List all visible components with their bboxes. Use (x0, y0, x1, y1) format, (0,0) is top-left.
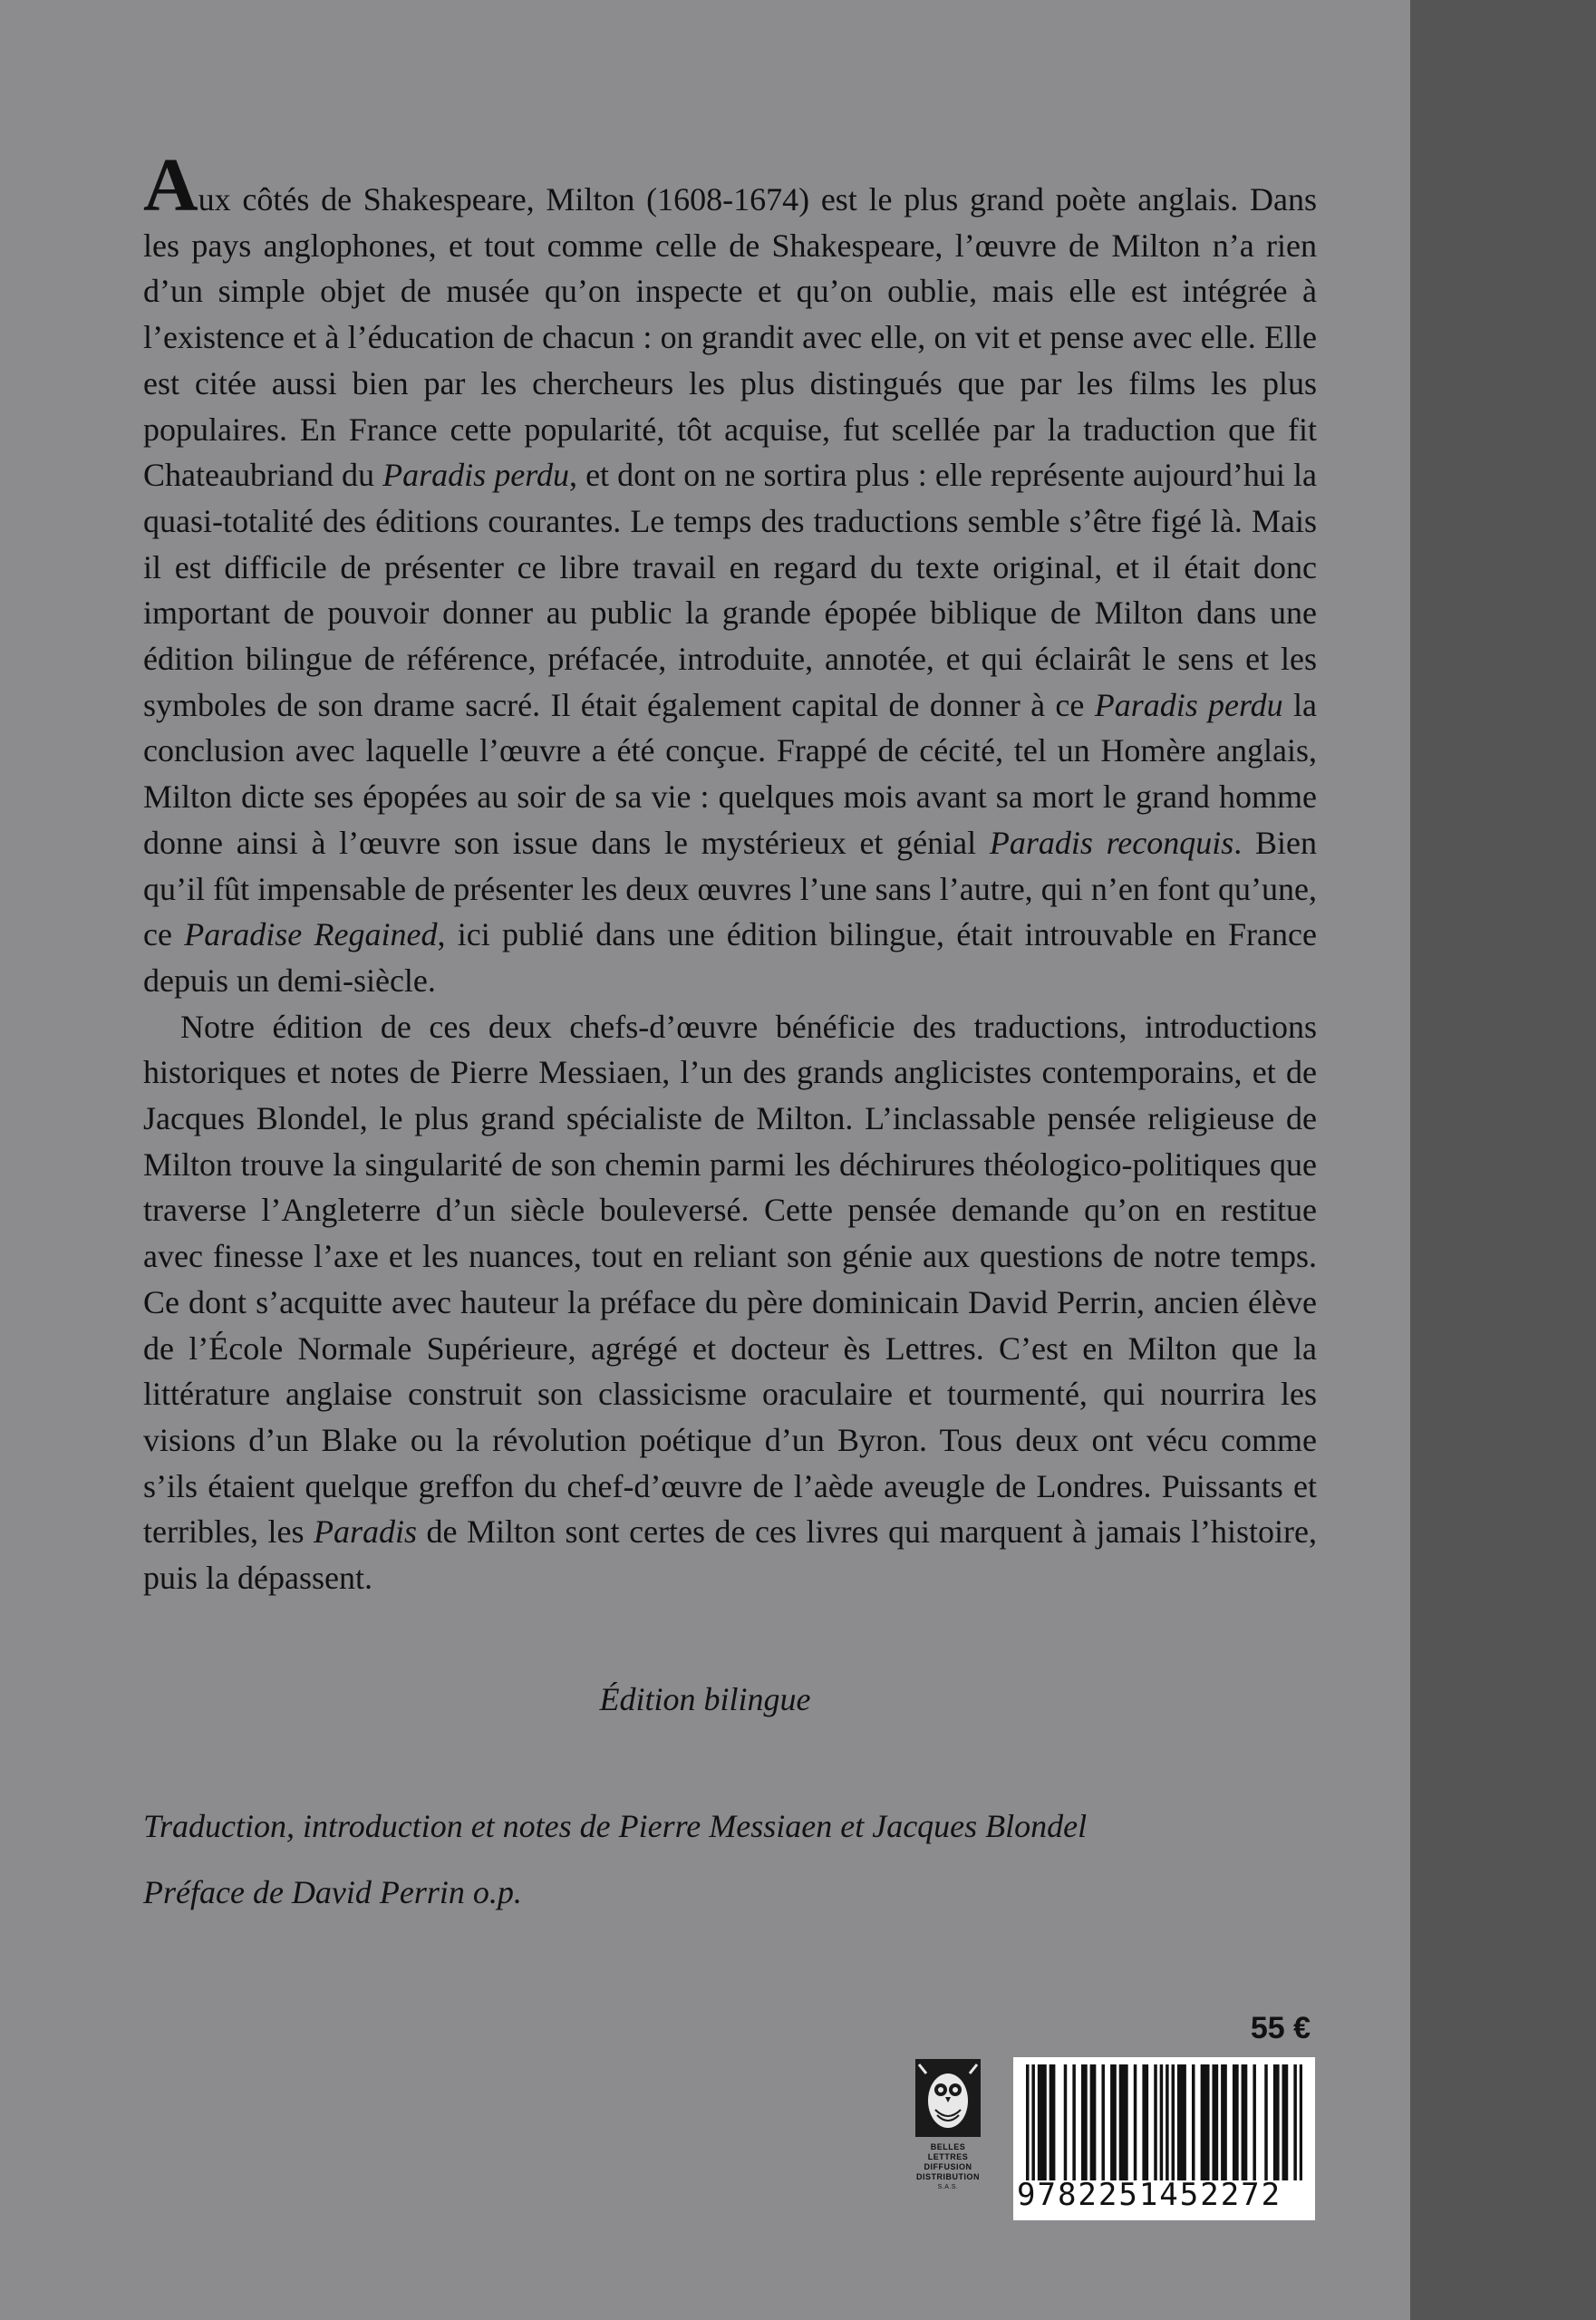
edition-label: Édition bilingue (599, 1681, 811, 1717)
barcode-bar (1212, 2064, 1215, 2180)
barcode-bar (1276, 2064, 1280, 2180)
barcode-bar (1084, 2064, 1088, 2180)
barcode-bars (1026, 2064, 1302, 2180)
barcode-bar (1093, 2064, 1097, 2180)
barcode-bar (1253, 2064, 1256, 2180)
barcode-bar (1264, 2064, 1268, 2180)
barcode-bar (1101, 2064, 1105, 2180)
barcode-bar (1285, 2064, 1289, 2180)
barcode-bar (1090, 2064, 1094, 2180)
preface-credit: Préface de David Perrin o.p. (143, 1874, 522, 1910)
barcode-bar (1154, 2064, 1157, 2180)
blurb-text (143, 143, 1318, 1601)
barcode-bar (1160, 2064, 1164, 2180)
barcode-bar (1040, 2064, 1044, 2180)
barcode-bar (1110, 2064, 1114, 2180)
barcode-bar (1038, 2064, 1041, 2180)
barcode-bar (1064, 2064, 1068, 2180)
barcode-bar (1224, 2064, 1227, 2180)
barcode-bar (1122, 2064, 1126, 2180)
barcode-bar (1183, 2064, 1186, 2180)
barcode-bar (1293, 2064, 1297, 2180)
barcode-bar (1244, 2064, 1248, 2180)
barcode-bar (1242, 2064, 1245, 2180)
barcode-bar (1192, 2064, 1195, 2180)
isbn-number: 9782251452272 (1017, 2177, 1282, 2213)
barcode-bar (1113, 2064, 1117, 2180)
barcode-bar (1215, 2064, 1219, 2180)
drop-cap: A (143, 143, 198, 227)
barcode-bar (1119, 2064, 1123, 2180)
owl-icon (915, 2059, 981, 2137)
barcode-bar (1172, 2064, 1175, 2180)
barcode-bar (1206, 2064, 1210, 2180)
barcode-bar (1282, 2064, 1286, 2180)
barcode-bar (1180, 2064, 1184, 2180)
barcode-bar (1125, 2064, 1128, 2180)
barcode-bar (1177, 2064, 1181, 2180)
barcode-bar (1204, 2064, 1207, 2180)
translation-credit: Traduction, introduction et notes de Pierre Messiaen et Jacques Blondel (143, 1808, 1088, 1844)
barcode-bar (1072, 2064, 1076, 2180)
paragraph-2: Notre édition de ces deux chefs-d’œuvre bénéficie des traductions, introductions historiques et notes de Pierre Messiaen, l’un des grands anglicistes contemporains, et de Jacques Blondel, le plus grand spécialiste de Milton. L’inclassable pensée religieuse de Milton trouve la singularité de son chemin parmi les déchirures théologico-politiques que traverse l’Angleterre d’un siècle bouleversé. Cette pensée demande qu’on en restitue avec finesse l’axe et les nuances, tout en reliant son génie aux questions de notre temps. Ce dont s’acquitte avec hauteur la préface du père dominicain David Perrin, ancien élève de l’École Normale Supérieure, agrégé et docteur ès Lettres. C’est en Milton que la littérature anglaise construit son classicisme oraculaire et tourmenté, qui nourrira les visions d’un Blake ou la révolution poétique d’un Byron. Tous deux ont vécu comme s’ils étaient quelque greffon du chef-d’œuvre de l’aède aveugle de Londres. Puissants et terribles, les Paradis de Milton sont certes de ces livres qui marquent à jamais l’histoire, puis la dépassent. (143, 1008, 1317, 1597)
publisher-name: BELLES LETTRES DIFFUSION DISTRIBUTION S.A.S. (916, 2142, 980, 2190)
spine-edge (1410, 0, 1596, 2320)
barcode-bar (1081, 2064, 1085, 2180)
barcode-bar (1031, 2064, 1035, 2180)
barcode-bar (1134, 2064, 1137, 2180)
publisher-logo (912, 2059, 984, 2204)
paragraph-1: Aux côtés de Shakespeare, Milton (1608-1674) est le plus grand poète anglais. Dans les pays anglophones, et tout comme celle de Shakespeare, l’œuvre de Milton n’a rien d’un simple objet de musée qu’on inspecte et qu’on oublie, mais elle est intégrée à l’existence et à l’éducation de chacun : on grandit avec elle, on vit et pense avec elle. Elle est citée aussi bien par les chercheurs les plus distingués que par les films les plus populaires. En France cette popularité, tôt acquise, fut scellée par la traduction que fit Chateaubriand du Paradis perdu, et dont on ne sortira plus : elle représente aujourd’hui la quasi-totalité des éditions courantes. Le temps des traductions semble s’être figé là. Mais il est difficile de présenter ce libre travail en regard du texte original, et il était donc important de pouvoir donner au public la grande épopée biblique de Milton dans une édition bilingue de référence, préfacée, introduite, annotée, et qui éclairât le sens et les symboles de son drame sacré. Il était également capital de donner à ce Paradis perdu la conclusion avec laquelle l’œuvre a été conçue. Frappé de cécité, tel un Homère anglais, Milton dicte ses épopées au soir de sa vie : quelques mois avant sa mort le grand homme donne ainsi à l’œuvre son issue dans le mystérieux et génial Paradis reconquis. Bien qu’il fût impensable de présenter les deux œuvres l’une sans l’autre, qui n’en font qu’une, ce Paradise Regained, ici publié dans une édition bilingue, était introuvable en France depuis un demi-siècle. (143, 143, 1318, 999)
barcode-bar (1146, 2064, 1149, 2180)
price-label: 55 € (1250, 2011, 1311, 2045)
barcode-bar (1201, 2064, 1204, 2180)
barcode-bar (1166, 2064, 1169, 2180)
barcode-bar (1052, 2064, 1056, 2180)
barcode-bar (1300, 2064, 1302, 2180)
barcode-bar (1049, 2064, 1053, 2180)
barcode-bar (1026, 2064, 1030, 2180)
barcode-bar (1043, 2064, 1047, 2180)
barcode-bar (1142, 2064, 1146, 2180)
barcode-bar (1221, 2064, 1224, 2180)
barcode-bar (1273, 2064, 1277, 2180)
barcode-bar (1233, 2064, 1236, 2180)
barcode-bar (1235, 2064, 1239, 2180)
